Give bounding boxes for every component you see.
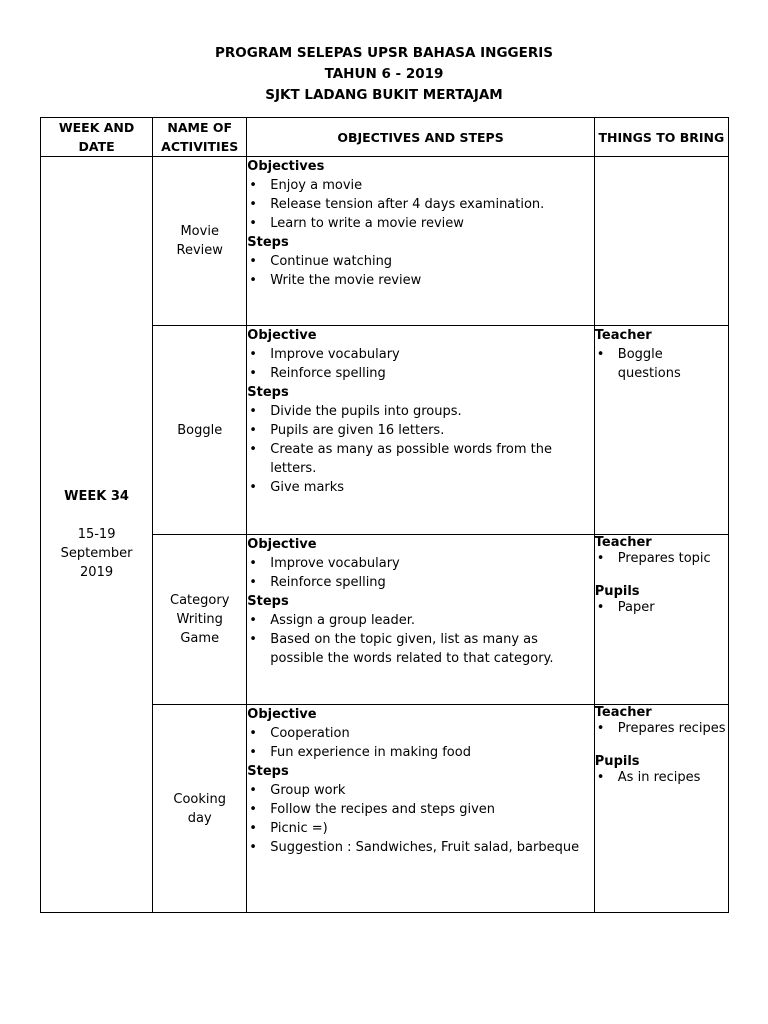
list-item: • Divide the pupils into groups.: [247, 402, 594, 421]
list-item: • Paper: [595, 600, 728, 616]
list-item: • Based on the topic given, list as many as possible the words related to that category.: [247, 630, 594, 668]
list-item: • Prepares recipes: [595, 721, 728, 737]
activity-name-cell: [153, 326, 247, 535]
things-to-bring-cell: [594, 326, 728, 535]
list-item: • Suggestion : Sandwiches, Fruit salad, barbeque: [247, 838, 594, 857]
column-header-week: WEEK AND DATE: [41, 118, 153, 157]
list-item: • As in recipes: [595, 770, 728, 786]
table-row: [41, 157, 729, 326]
steps-list: [247, 611, 594, 668]
list-item: • Cooperation: [247, 724, 594, 743]
bring-group-teacher: [595, 326, 728, 383]
activity-name: Cooking day: [173, 791, 227, 826]
list-item: • Give marks: [247, 478, 594, 497]
objectives-heading: Objective: [247, 328, 317, 343]
objectives-list: [247, 554, 594, 592]
steps-list: [247, 252, 594, 290]
activity-name: Movie Review: [176, 224, 223, 258]
week-label: WEEK 34: [64, 489, 129, 504]
list-item: • Pupils are given 16 letters.: [247, 421, 594, 440]
list-item: • Assign a group leader.: [247, 611, 594, 630]
list-item: • Reinforce spelling: [247, 573, 594, 592]
bring-group-heading: Pupils: [594, 584, 640, 599]
list-item: • Fun experience in making food: [247, 743, 594, 762]
column-header-activities: NAME OF ACTIVITIES: [153, 118, 247, 157]
list-item: • Create as many as possible words from the letters.: [247, 440, 594, 478]
objectives-heading: Objective: [247, 537, 317, 552]
objectives-list: [247, 345, 594, 383]
things-to-bring-cell: [594, 705, 728, 913]
list-item: • Enjoy a movie: [247, 176, 594, 195]
steps-heading: Steps: [247, 235, 289, 250]
objectives-heading: Objectives: [247, 159, 325, 174]
bring-group-heading: Teacher: [594, 328, 652, 343]
bring-group-heading: Teacher: [594, 535, 652, 550]
objectives-cell: [247, 705, 595, 913]
bring-group-teacher: [595, 705, 728, 737]
bring-list: [595, 721, 728, 737]
activity-name-cell: [153, 157, 247, 326]
steps-heading: Steps: [247, 385, 289, 400]
activity-name-cell: [153, 705, 247, 913]
list-item: • Boggle questions: [595, 345, 728, 383]
steps-list: [247, 781, 594, 857]
bring-group-pupils: [595, 754, 728, 786]
objectives-cell: [247, 535, 595, 705]
objectives-list: [247, 724, 594, 762]
bring-group-heading: Pupils: [594, 754, 640, 769]
bring-group-pupils: [595, 584, 728, 616]
document-subtitle-year: TAHUN 6 - 2019: [324, 66, 444, 82]
list-item: • Follow the recipes and steps given: [247, 800, 594, 819]
steps-heading: Steps: [247, 594, 289, 609]
week-cell: [41, 157, 153, 913]
activity-name: Category Writing Game: [170, 593, 230, 646]
things-to-bring-cell: [594, 157, 728, 326]
list-item: • Learn to write a movie review: [247, 214, 594, 233]
table-header-row: [41, 118, 729, 157]
bring-list: [595, 600, 728, 616]
bring-list: [595, 345, 728, 383]
list-item: • Reinforce spelling: [247, 364, 594, 383]
bring-group-heading: Teacher: [594, 705, 652, 720]
list-item: • Write the movie review: [247, 271, 594, 290]
list-item: • Improve vocabulary: [247, 345, 594, 364]
column-header-bring: THINGS TO BRING: [594, 118, 728, 157]
column-header-objectives: OBJECTIVES AND STEPS: [247, 118, 595, 157]
list-item: • Prepares topic: [595, 551, 728, 567]
objectives-cell: [247, 326, 595, 535]
list-item: • Picnic =): [247, 819, 594, 838]
list-item: • Continue watching: [247, 252, 594, 271]
objectives-heading: Objective: [247, 707, 317, 722]
document-subtitle-school: SJKT LADANG BUKIT MERTAJAM: [265, 87, 503, 103]
list-item: • Improve vocabulary: [247, 554, 594, 573]
activity-name: Boggle: [177, 422, 223, 438]
bring-list: [595, 770, 728, 786]
activity-name-cell: [153, 535, 247, 705]
steps-list: [247, 402, 594, 497]
bring-group-teacher: [595, 535, 728, 567]
bring-list: [595, 551, 728, 567]
activity-plan-table: [40, 117, 729, 913]
steps-heading: Steps: [247, 764, 289, 779]
list-item: • Release tension after 4 days examination.: [247, 195, 594, 214]
objectives-cell: [247, 157, 595, 326]
week-dates: 15-19 September 2019: [60, 527, 133, 580]
document-title: PROGRAM SELEPAS UPSR BAHASA INGGERIS: [215, 45, 553, 61]
objectives-list: [247, 176, 594, 233]
things-to-bring-cell: [594, 535, 728, 705]
list-item: • Group work: [247, 781, 594, 800]
